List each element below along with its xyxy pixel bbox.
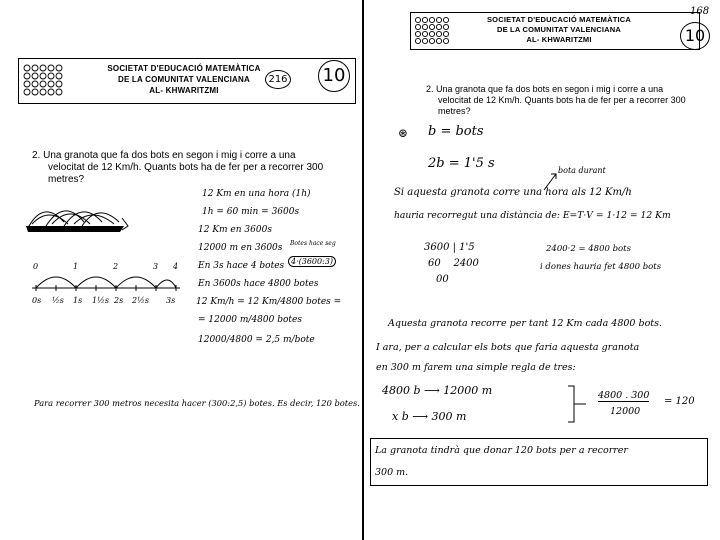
right-div3: 00 <box>436 274 449 285</box>
right-result: = 120 <box>664 396 695 407</box>
left-work-line4: 12000 m en 3600s <box>198 243 283 253</box>
timeline-label-1: ½s <box>52 296 64 305</box>
left-work-note-b: 4·(3600:3) <box>288 256 336 267</box>
right-problem-line2: velocitat de 12 Km/h. Quants bots ha de fer per a recorrer 300 <box>438 95 686 105</box>
right-para2a: Aquesta granota recorre per tant 12 Km cada 4800 bots. <box>388 318 663 329</box>
timeline-drawing <box>28 266 188 296</box>
left-work-line2: 1h = 60 min = 3600s <box>202 207 300 217</box>
timeline-top-0: 0 <box>33 262 39 271</box>
right-div2: 60 2400 <box>428 258 479 269</box>
right-score: 10 <box>684 26 706 45</box>
left-work-line1: 12 Km en una hora (1h) <box>202 189 311 199</box>
left-work-line9: 12000/4800 = 2,5 m/bote <box>198 335 315 345</box>
timeline-label-2: 1s <box>73 296 83 305</box>
left-problem-line1: 2. Una granota que fa dos bots en segon i mig i corre a una <box>32 150 296 161</box>
left-work-line3: 12 Km en 3600s <box>198 225 272 235</box>
timeline-top-2: 2 <box>113 262 119 271</box>
right-para1a: Si aquesta granota corre una hora als 12 Km/h <box>394 187 632 198</box>
right-answer2: 300 m. <box>375 467 409 478</box>
right-note: bota durant <box>558 166 606 175</box>
left-score-circle <box>318 60 350 92</box>
timeline-label-4: 2s <box>114 296 124 305</box>
right-score-circle <box>680 22 710 50</box>
left-header-line2: DE LA COMUNITAT VALENCIANA <box>117 75 250 84</box>
timeline-label-6: 3s <box>166 296 176 305</box>
timeline-top-1: 1 <box>73 262 79 271</box>
timeline-top-3: 3 <box>153 262 159 271</box>
right-mult2: i dones hauria fet 4800 bots <box>540 262 662 272</box>
right-page <box>362 0 720 540</box>
right-rule-bracket-icon <box>564 384 590 424</box>
left-work-line6: En 3600s hace 4800 botes <box>198 279 319 289</box>
right-header-box <box>410 12 700 50</box>
left-conclusion: Para recorrer 300 metros necesita hacer (300:2,5) botes. Es decir, 120 botes. <box>34 398 360 408</box>
left-header-text <box>79 63 289 96</box>
right-para2c: en 300 m farem una simple regla de tres: <box>376 362 576 373</box>
right-frac-den: 12000 <box>610 406 641 417</box>
left-score: 10 <box>322 65 346 86</box>
right-problem-line3: metres? <box>438 106 471 116</box>
right-problem-line1: 2. Una granota que fa dos bots en segon i mig i corre a una <box>426 84 664 94</box>
right-page-number: 168 <box>690 6 710 17</box>
left-work-line7: 12 Km/h = 12 Km/4800 botes = <box>196 297 342 307</box>
right-bullet-icon: ⊛ <box>398 126 409 140</box>
left-header-line1: SOCIETAT D'EDUCACIÓ MATEMÀTICA <box>107 64 261 73</box>
left-code-circle <box>265 70 291 89</box>
right-legend: b = bots <box>428 124 484 139</box>
left-header-line3: AL- KHWARITZMI <box>149 86 219 95</box>
left-header-pattern-icon <box>22 63 68 99</box>
left-work-line8: = 12000 m/4800 botes <box>198 315 302 325</box>
right-rule1: 4800 b ⟶ 12000 m <box>382 384 493 397</box>
right-problem <box>426 84 718 117</box>
right-mult: 2400·2 = 4800 bots <box>546 244 631 254</box>
timeline-top-4: 4 <box>173 262 179 271</box>
left-problem-line3: metres? <box>48 174 85 185</box>
right-header-line2: DE LA COMUNITAT VALENCIANA <box>496 25 622 34</box>
right-header-pattern-icon <box>414 16 454 46</box>
right-header-text <box>459 15 659 45</box>
right-para1b: hauria recorregut una distància de: E=T·V = 1·12 = 12 Km <box>394 210 671 221</box>
timeline-label-3: 1½s <box>92 296 109 305</box>
timeline-label-5: 2½s <box>132 296 149 305</box>
frog-jumps-drawing <box>24 196 134 236</box>
right-para2b: I ara, per a calcular els bots que faria aquesta granota <box>376 342 640 353</box>
left-problem-line2: velocitat de 12 Km/h. Quants bots ha de fer per a recorrer 300 <box>48 162 324 173</box>
right-header-line3: AL- KHWARITZMI <box>526 35 592 44</box>
left-work-note-a: Botes hace seg <box>290 240 336 247</box>
left-work-line5: En 3s hace 4 botes <box>198 261 285 271</box>
right-header-line1: SOCIETAT D'EDUCACIÓ MATEMÀTICA <box>486 15 632 24</box>
timeline-label-0: 0s <box>32 296 42 305</box>
right-rule2: x b ⟶ 300 m <box>392 410 467 423</box>
right-answer1: La granota tindrà que donar 120 bots per a recorrer <box>375 445 628 456</box>
left-header-box <box>18 58 356 104</box>
right-frac-num: 4800 . 300 <box>598 390 650 401</box>
right-answer-box <box>370 438 708 486</box>
left-code: 216 <box>268 74 288 85</box>
right-div1: 3600 | 1'5 <box>424 242 475 253</box>
left-problem <box>32 150 352 186</box>
right-eq1: 2b = 1'5 s <box>428 156 495 171</box>
